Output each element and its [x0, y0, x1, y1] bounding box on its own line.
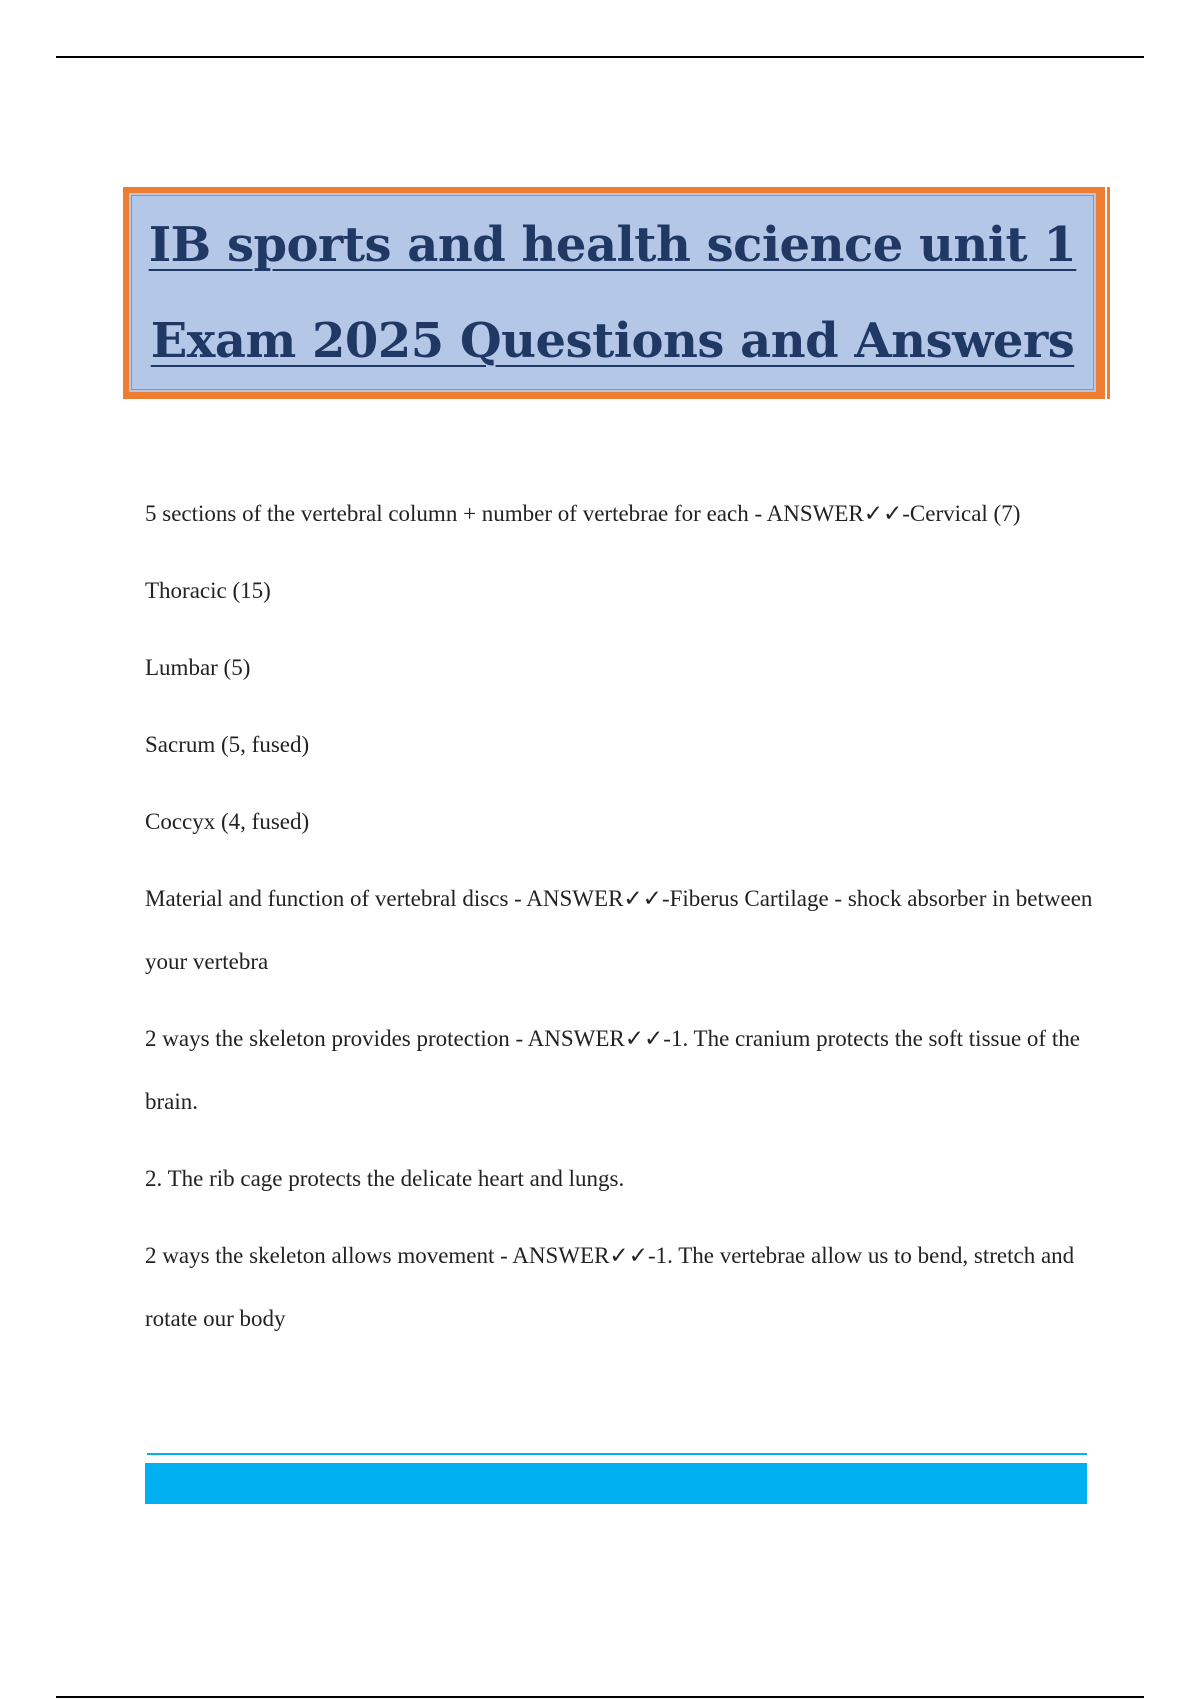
question-text: 5 sections of the vertebral column + number of vertebrae for each — [145, 501, 749, 526]
answer-separator: - ANSWER✓✓- — [494, 1243, 656, 1268]
page-bottom-rule — [56, 1696, 1144, 1698]
answer-line: Coccyx (4, fused) — [145, 809, 310, 834]
answer-separator: - ANSWER✓✓- — [509, 1026, 671, 1051]
footer-rule — [147, 1453, 1087, 1455]
answer-line: Sacrum (5, fused) — [145, 732, 310, 757]
footer-bar — [145, 1463, 1087, 1504]
answer-line: 2. The rib cage protects the delicate heart and lungs. — [145, 1166, 625, 1191]
answer-text: 1. The cranium protects the soft tissue of the brain. — [145, 1026, 1080, 1114]
title-box — [123, 187, 1105, 399]
answer-text: 1. The vertebrae allow us to bend, stretch and rotate our body — [145, 1243, 1075, 1331]
qa-item — [145, 482, 1095, 545]
answer-separator: - ANSWER✓✓- — [748, 501, 910, 526]
answer-text: Cervical (7) — [909, 501, 1021, 526]
answer-line: Lumbar (5) — [145, 655, 251, 680]
qa-item — [145, 1224, 1095, 1350]
question-text: 2 ways the skeleton allows movement — [145, 1243, 495, 1268]
question-text: Material and function of vertebral discs — [145, 886, 509, 911]
answer-line: Thoracic (15) — [145, 578, 271, 603]
question-text: 2 ways the skeleton provides protection — [145, 1026, 510, 1051]
qa-content — [145, 482, 1095, 1364]
answer-separator: - ANSWER✓✓- — [508, 886, 670, 911]
document-title-line-1: IB sports and health science unit 1 — [148, 216, 1077, 273]
qa-item — [145, 1007, 1095, 1133]
document-title-line-2: Exam 2025 Questions and Answers — [150, 312, 1075, 369]
qa-item — [145, 867, 1095, 993]
header-rule — [56, 56, 1144, 58]
answer-text: Fiberus Cartilage - shock absorber in between your vertebra — [145, 886, 1093, 974]
